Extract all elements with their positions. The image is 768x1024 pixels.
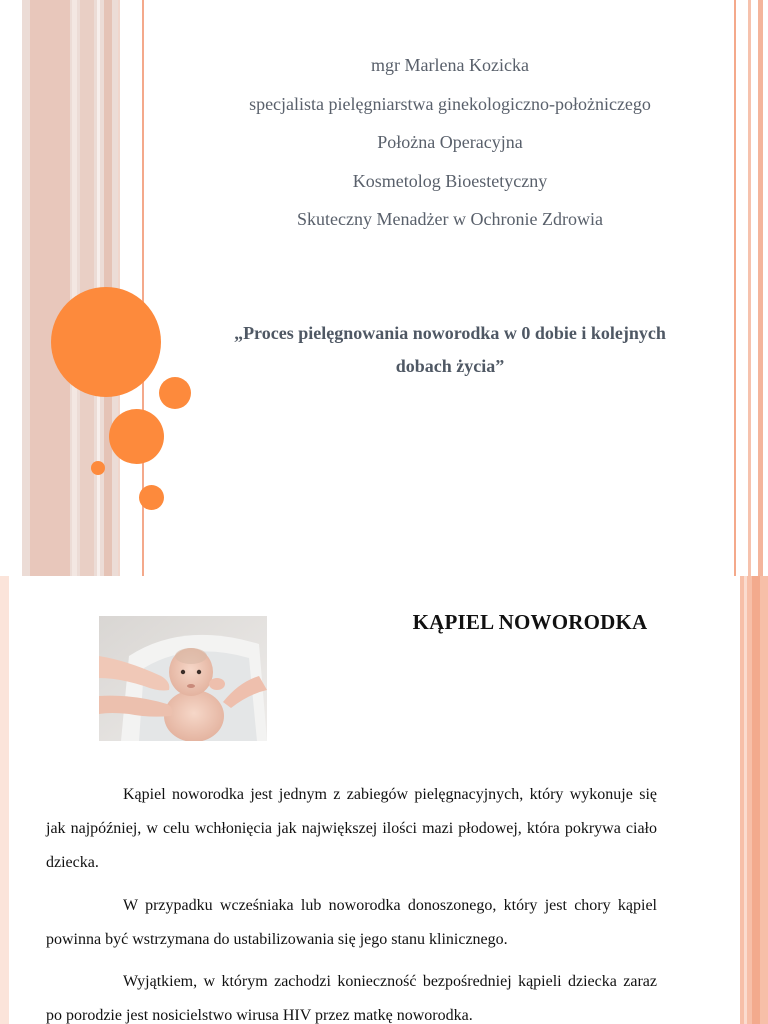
decor-circle — [159, 377, 191, 409]
author-role: Skuteczny Menadżer w Ochronie Zdrowia — [297, 209, 603, 229]
paragraph-text: Wyjątkiem, w którym zachodzi konieczność bezpośredniej kąpieli dziecka zaraz po porodzie jest nosicielstwo wirusa HIV przez matkę noworodka. — [46, 973, 657, 1024]
paragraph-text: Kąpiel noworodka jest jednym z zabiegów pielęgnacyjnych, który wykonuje się jak najpóźniej, w celu wchłonięcia jak największej ilości mazi płodowej, która pokrywa ciało dziecka. — [46, 786, 657, 871]
decor-circle — [109, 409, 164, 464]
author-role: Położna Operacyjna — [377, 132, 523, 152]
paragraph-text: W przypadku wcześniaka lub noworodka donoszonego, który jest chory kąpiel powinna być wstrzymana do ustabilizowania się jego stanu klinicznego. — [46, 897, 657, 948]
decor-stripe — [752, 576, 760, 1024]
decor-circle-large — [51, 287, 161, 397]
author-name: mgr Marlena Kozicka — [371, 55, 529, 75]
section-heading: KĄPIEL NOWORODKA — [412, 610, 648, 634]
slide-bath — [0, 576, 768, 1024]
paragraph — [46, 889, 657, 957]
presentation-title — [210, 317, 690, 383]
author-role: Kosmetolog Bioestetyczny — [352, 171, 548, 191]
presentation-title-line: dobach życia” — [395, 356, 505, 376]
baby-bath-photo — [99, 616, 267, 741]
paragraph — [46, 778, 657, 880]
decor-stripe — [758, 0, 763, 576]
decor-stripe — [0, 576, 9, 1024]
presentation-title-line: „Proces pielęgnowania noworodka w 0 dobie i kolejnych — [234, 323, 666, 343]
decor-circle — [91, 461, 105, 475]
decor-stripe — [30, 0, 70, 576]
decor-stripe — [744, 576, 747, 1024]
decor-stripe — [72, 0, 77, 576]
author-specialty: specjalista pielęgniarstwa ginekologiczno-położniczego — [249, 94, 651, 114]
decor-circle — [139, 485, 164, 510]
author-block — [150, 0, 750, 240]
paragraph — [46, 965, 657, 1024]
